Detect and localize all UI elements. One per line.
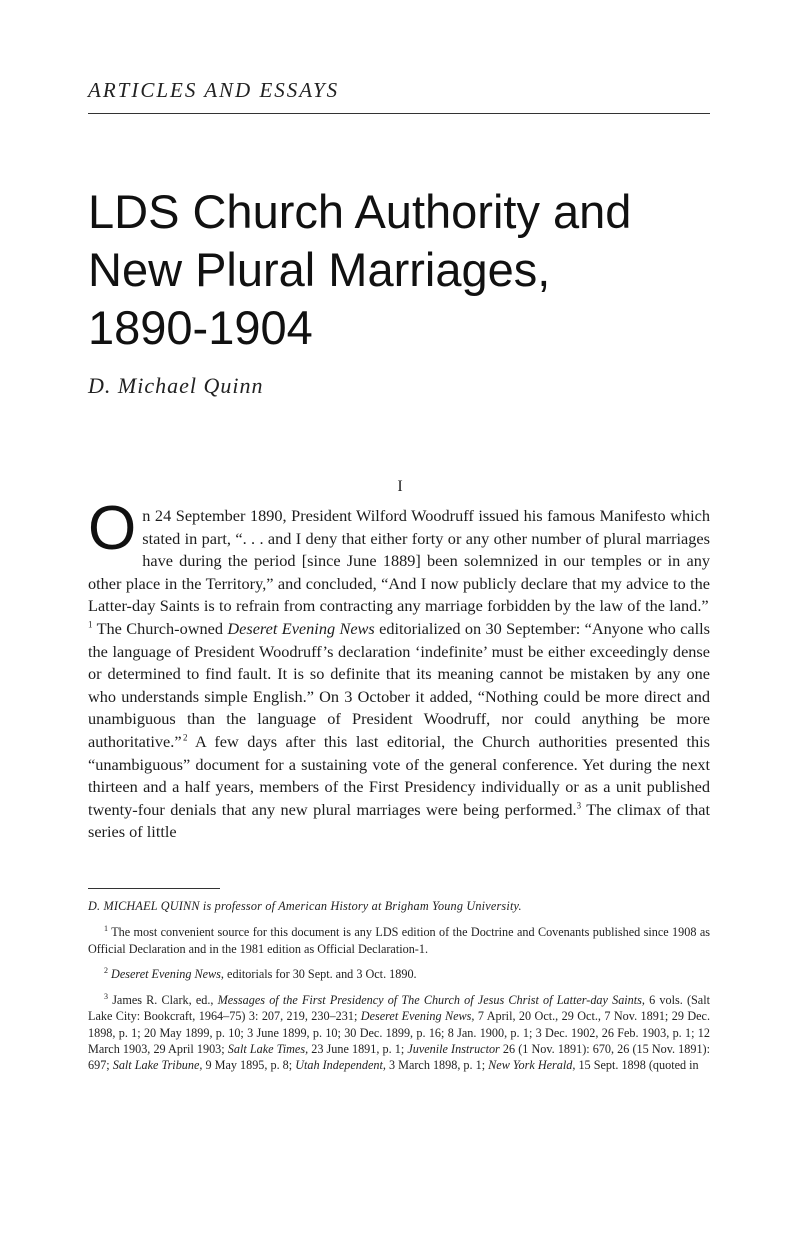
footnote-3-title: Utah Independent,: [295, 1058, 386, 1073]
section-number: I: [397, 478, 403, 495]
footnote-3-title: New York Herald,: [488, 1058, 576, 1073]
title-line-3: 1890-1904: [88, 301, 313, 354]
article-title: [88, 183, 728, 357]
footnote-3-part: 23 June 1891, p. 1;: [311, 1042, 405, 1057]
footnote-ref-2: 2: [182, 732, 188, 743]
author-byline: D. Michael Quinn: [88, 373, 264, 398]
running-header: ARTICLES AND ESSAYS: [88, 78, 340, 102]
footnote-3: [88, 989, 710, 1074]
footnote-2-text: editorials for 30 Sept. and 3 Oct. 1890.: [227, 967, 417, 982]
footnote-3-part: 15 Sept. 1898 (quoted in: [578, 1058, 699, 1073]
footnote-1-text: The most convenient source for this document is any LDS edition of the Doctrine and Covenants published since 1908 as Official Declaration and in the 1981 edition as Official Declaration-1.: [88, 925, 710, 956]
footnote-3-title: Messages of the First Presidency of The Church of Jesus Christ of Latter-day Saints,: [217, 992, 645, 1007]
footnote-3-part: 6 vols. (Salt Lake City: Bookcraft, 1964–75) 3: 207, 219, 230–231;: [88, 992, 710, 1024]
footnote-1: [88, 921, 710, 957]
footnote-3-title: Deseret Evening News,: [360, 1009, 475, 1024]
footnote-3-title: Salt Lake Times,: [227, 1042, 309, 1057]
author-bio: D. MICHAEL QUINN is professor of American History at Brigham Young University.: [88, 899, 522, 913]
footnote-2-title: Deseret Evening News,: [111, 967, 224, 982]
body-paragraph: [88, 494, 711, 844]
footnote-3-part: 9 May 1895, p. 8;: [205, 1058, 293, 1073]
footnote-2: [88, 963, 710, 982]
footnote-3-number: 3: [104, 991, 108, 1001]
body-text-newspaper: Deseret Evening News: [227, 618, 375, 638]
footnote-rule: [88, 888, 220, 889]
body-text-1: n 24 September 1890, President Wilford Woodruff issued his famous Manifesto which stated in part, “. . . and I deny that either forty or any other number of plural marriages have during the period [since June 1889] been solemnized in our temples or in any other place in the Territory,” and concluded, “And I now publicly declare that my advice to the Latter-day Saints is to refrain from contracting any marriage forbidden by the law of the land.”: [88, 506, 710, 616]
title-line-1: LDS Church Authority and: [88, 185, 632, 238]
title-line-2: New Plural Marriages,: [88, 243, 551, 296]
body-text-5: The climax of that series of little: [88, 799, 711, 842]
body-text-2: The Church-owned: [96, 618, 224, 638]
footnote-3-part: 3 March 1898, p. 1;: [388, 1058, 486, 1073]
footnote-1-number: 1: [104, 924, 108, 934]
footnote-ref-1: 1: [88, 619, 93, 630]
drop-cap: O: [88, 494, 137, 563]
header-rule: [88, 113, 710, 114]
footnote-3-part: 7 April, 20 Oct., 29 Oct., 7 Nov. 1891; 29 Dec. 1898, p. 1; 20 May 1899, p. 10; 3 June 1899, p. 10; 30 Dec. 1899, p. 16; 8 Jan. 1900, p. 1; 3 Dec. 1902, 26 Feb. 1903, p. 1; 12 March 1903, 29 April 1903;: [88, 1009, 710, 1057]
footnote-2-number: 2: [104, 966, 108, 976]
footnote-3-part: James R. Clark, ed.,: [112, 992, 214, 1007]
footnote-3-title: Juvenile Instructor: [407, 1042, 500, 1057]
footnote-3-part: 26 (1 Nov. 1891): 670, 26 (15 Nov. 1891): 697;: [88, 1042, 710, 1073]
footnote-ref-3: 3: [576, 800, 582, 811]
body-text-3: editorialized on 30 September: “Anyone who calls the language of President Woodruff’s declaration ‘indefinite’ must be either exceedingly dense or determined to find fault. It is so definite that its meaning cannot be mistaken by any one who understands simple English.” On 3 October it added, “Nothing could be more direct and unambiguous than the language of President Woodruff, nor could anything be more authoritative.”: [88, 618, 710, 751]
footnotes: [88, 898, 710, 1080]
body-text-4: A few days after this last editorial, the Church authorities presented this “unambiguous” document for a sustaining vote of the general conference. Yet during the next thirteen and a half years, members of the First Presidency individually or as a unit published twenty-four denials that any new plural marriages were being performed.: [88, 731, 711, 819]
footnote-3-title: Salt Lake Tribune,: [112, 1058, 203, 1073]
